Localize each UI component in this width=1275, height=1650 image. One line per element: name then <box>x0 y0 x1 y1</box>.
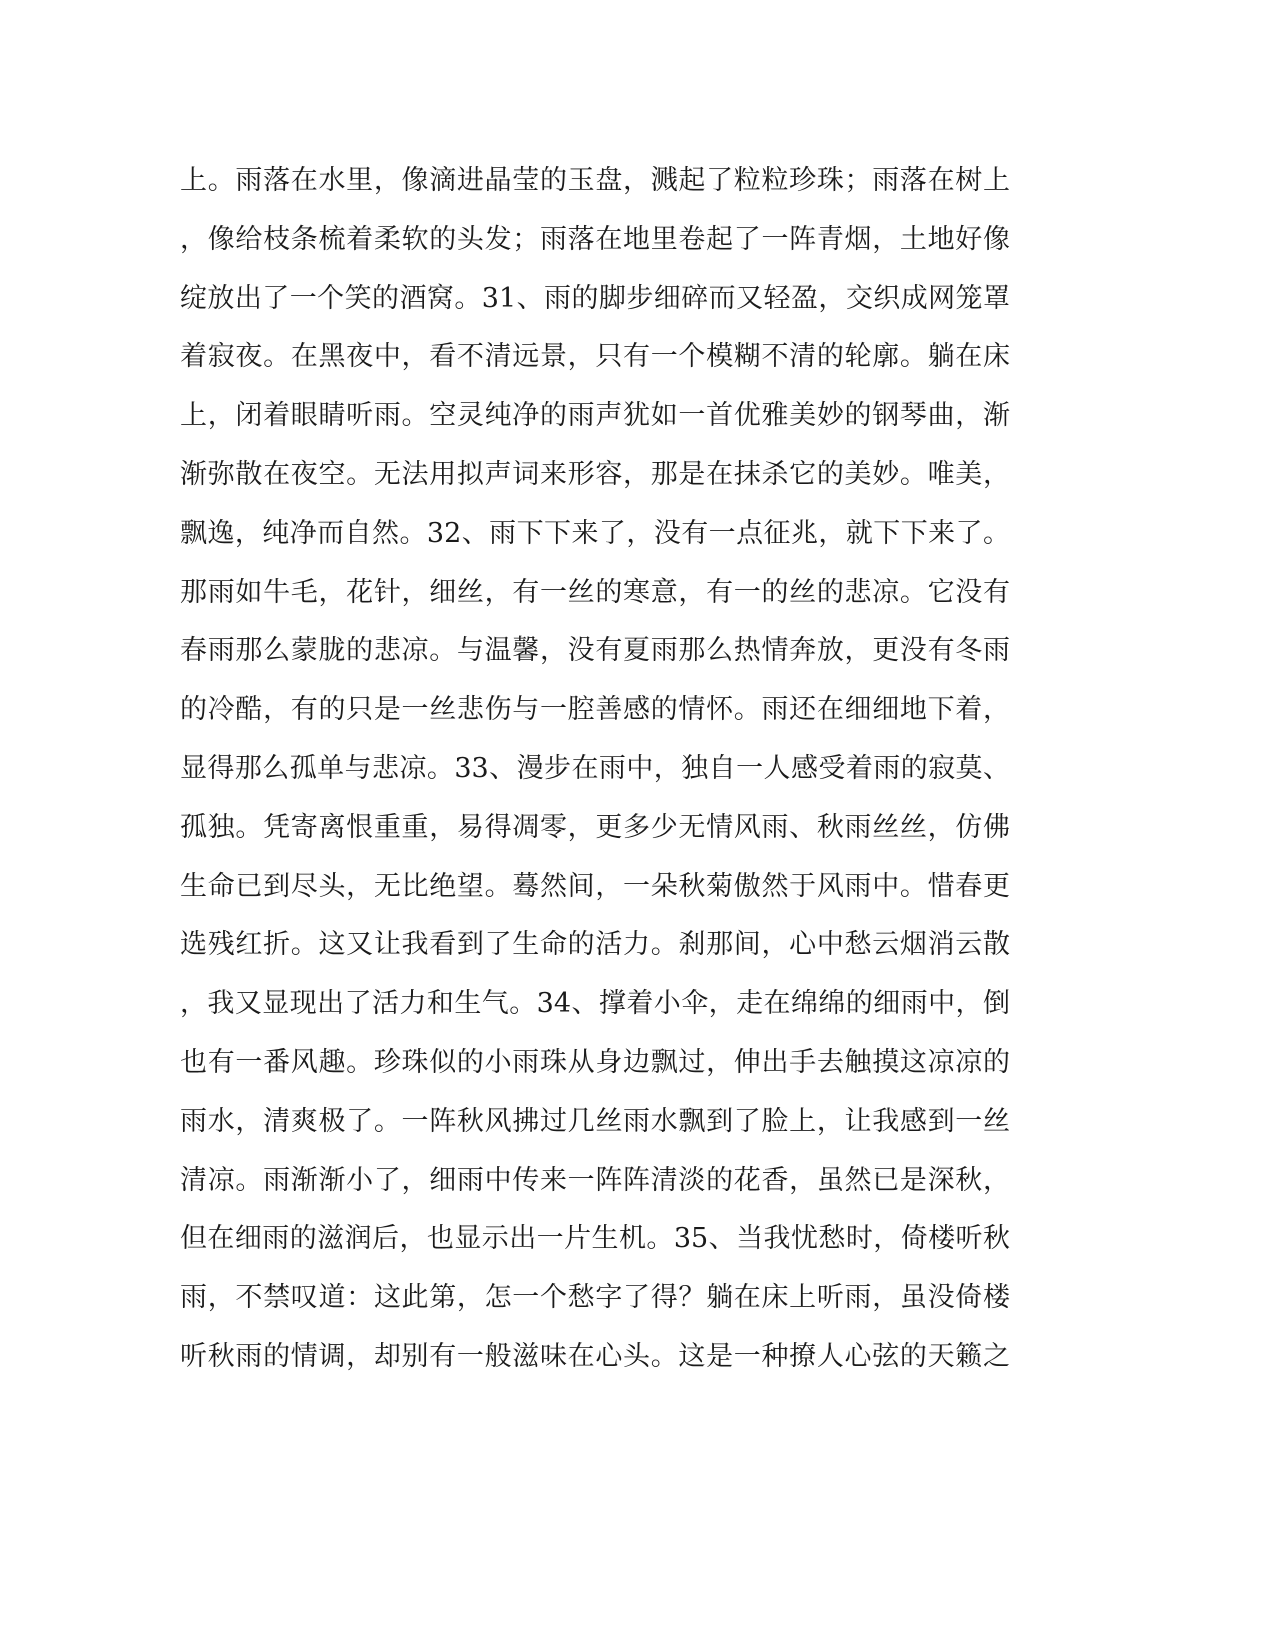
text-line: 听秋雨的情调，却别有一般滋味在心头。这是一种撩人心弦的天籁之 <box>180 1340 1010 1372</box>
text-line: 上。雨落在水里，像滴进晶莹的玉盘，溅起了粒粒珍珠；雨落在树上 <box>180 165 1010 196</box>
text-line: 着寂夜。在黑夜中，看不清远景，只有一个模糊不清的轮廓。躺在床 <box>180 341 1010 373</box>
body-text <box>180 158 1010 1393</box>
text-line: 上，闭着眼睛听雨。空灵纯净的雨声犹如一首优雅美妙的钢琴曲，渐 <box>180 400 1010 432</box>
text-line: ，像给枝条梳着柔软的头发；雨落在地里卷起了一阵青烟，土地好像 <box>180 223 1010 255</box>
text-line: 清凉。雨渐渐小了，细雨中传来一阵阵清淡的花香，虽然已是深秋， <box>180 1164 1010 1196</box>
text-line: 孤独。凭寄离恨重重，易得凋零，更多少无情风雨、秋雨丝丝，仿佛 <box>180 811 1010 843</box>
text-line: 绽放出了一个笑的酒窝。31、雨的脚步细碎而又轻盈，交织成网笼罩 <box>180 282 1010 314</box>
text-line: 也有一番风趣。珍珠似的小雨珠从身边飘过，伸出手去触摸这凉凉的 <box>180 1046 1010 1078</box>
text-line: 飘逸，纯净而自然。32、雨下下来了，没有一点征兆，就下下来了。 <box>180 517 1010 549</box>
text-line: ，我又显现出了活力和生气。34、撑着小伞，走在绵绵的细雨中，倒 <box>180 988 1010 1020</box>
text-line: 选残红折。这又让我看到了生命的活力。刹那间，心中愁云烟消云散 <box>180 929 1010 961</box>
text-line: 那雨如牛毛，花针，细丝，有一丝的寒意，有一的丝的悲凉。它没有 <box>180 576 1010 608</box>
text-line: 春雨那么蒙胧的悲凉。与温馨，没有夏雨那么热情奔放，更没有冬雨 <box>180 635 1010 667</box>
text-line: 显得那么孤单与悲凉。33、漫步在雨中，独自一人感受着雨的寂莫、 <box>180 752 1010 784</box>
text-line: 生命已到尽头，无比绝望。蓦然间，一朵秋菊傲然于风雨中。惜春更 <box>180 870 1010 902</box>
text-line: 渐弥散在夜空。无法用拟声词来形容，那是在抹杀它的美妙。唯美， <box>180 458 1010 490</box>
text-line: 雨水，清爽极了。一阵秋风拂过几丝雨水飘到了脸上，让我感到一丝 <box>180 1105 1010 1137</box>
text-line: 但在细雨的滋润后，也显示出一片生机。35、当我忧愁时，倚楼听秋 <box>180 1223 1010 1255</box>
text-line: 的冷酷，有的只是一丝悲伤与一腔善感的情怀。雨还在细细地下着， <box>180 694 1010 726</box>
text-line: 雨，不禁叹道：这此第，怎一个愁字了得？躺在床上听雨，虽没倚楼 <box>180 1282 1010 1314</box>
